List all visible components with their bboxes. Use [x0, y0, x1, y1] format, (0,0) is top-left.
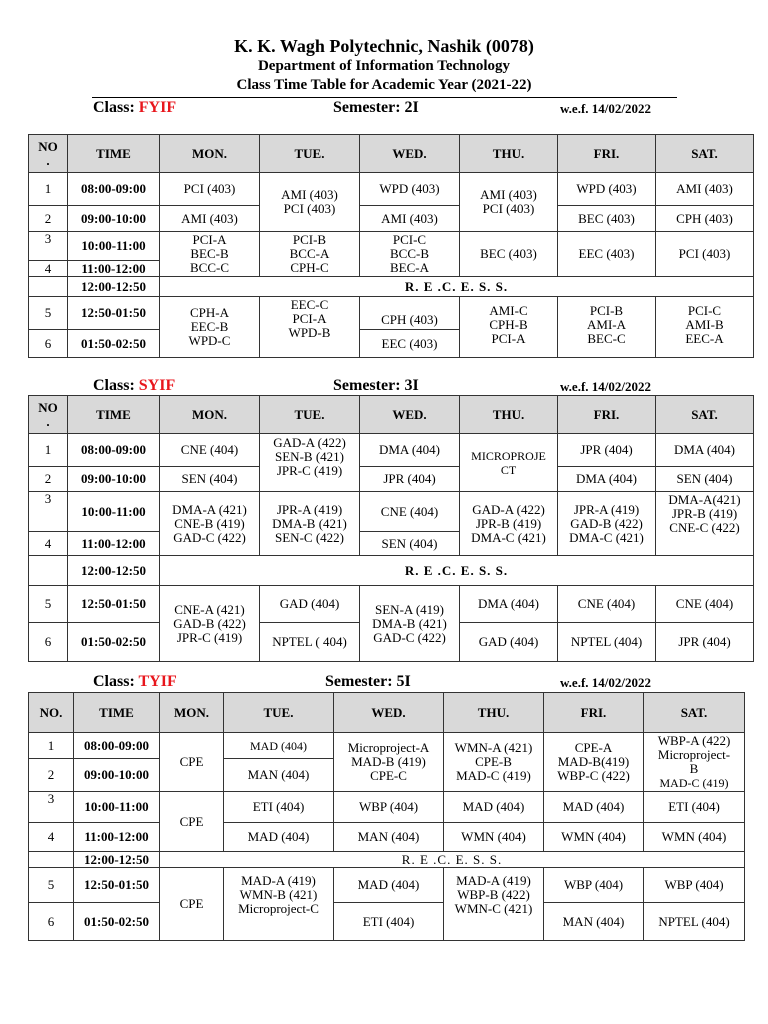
cell: WBP (404): [544, 868, 644, 903]
cell: CPH-A EEC-B WPD-C: [160, 297, 260, 358]
period-no: 3: [29, 492, 68, 532]
cell: CNE (404): [558, 586, 656, 623]
col-time: TIME: [68, 396, 160, 434]
col-mon: MON.: [160, 693, 224, 733]
period-no: 1: [29, 173, 68, 206]
period-time: 12:50-01:50: [74, 868, 160, 903]
cell: MAN (404): [334, 823, 444, 852]
period-no: 4: [29, 532, 68, 556]
col-sat: SAT.: [656, 396, 754, 434]
col-tue: TUE.: [260, 396, 360, 434]
semester-label: Semester: 5I: [325, 673, 411, 690]
period-no: 3: [29, 792, 74, 823]
cell: CPE: [160, 868, 224, 941]
cell: WBP (404): [644, 868, 745, 903]
period-time: 09:00-10:00: [74, 759, 160, 792]
cell: ETI (404): [644, 792, 745, 823]
wef-date: w.e.f. 14/02/2022: [560, 101, 651, 116]
header-rule: [92, 97, 677, 98]
recess-label: R. E .C. E. S. S.: [160, 852, 745, 868]
cell: AMI (403) PCI (403): [260, 173, 360, 232]
col-no: NO .: [29, 396, 68, 434]
col-fri: FRI.: [558, 135, 656, 173]
cell: MAD-A (419) WMN-B (421) Microproject-C: [224, 868, 334, 941]
period-time: 08:00-09:00: [68, 173, 160, 206]
timetable-title: Class Time Table for Academic Year (2021-22): [236, 77, 532, 93]
class-label-fyif: Class: FYIF: [93, 99, 177, 116]
period-time: 09:00-10:00: [68, 467, 160, 492]
period-no: 5: [29, 297, 68, 330]
cell: WPD (403): [360, 173, 460, 206]
cell: AMI (403) PCI (403): [460, 173, 558, 232]
period-time: 12:00-12:50: [74, 852, 160, 868]
period-no: 6: [29, 330, 68, 358]
period-no: 5: [29, 868, 74, 903]
cell: CNE (404): [656, 586, 754, 623]
cell: BEC (403): [460, 232, 558, 277]
cell: CPH (403): [360, 297, 460, 330]
period-time: 09:00-10:00: [68, 206, 160, 232]
period-time: 01:50-02:50: [68, 623, 160, 662]
col-thu: THU.: [460, 135, 558, 173]
period-time: 11:00-12:00: [74, 823, 160, 852]
cell: MAD (404): [224, 823, 334, 852]
col-wed: WED.: [334, 693, 444, 733]
cell: SEN (404): [360, 532, 460, 556]
period-no: 2: [29, 467, 68, 492]
period-time: 12:00-12:50: [68, 277, 160, 297]
cell: WMN (404): [444, 823, 544, 852]
cell: EEC (403): [558, 232, 656, 277]
cell: CPE: [160, 733, 224, 792]
period-no: 6: [29, 903, 74, 941]
table-row: [29, 733, 745, 759]
cell: MAD (404): [334, 868, 444, 903]
cell: MICROPROJE CT: [460, 434, 558, 492]
recess-label: R. E .C. E. S. S.: [160, 556, 754, 586]
recess-row: [29, 852, 745, 868]
class-name: TYIF: [138, 673, 177, 690]
cell: CPE: [160, 792, 224, 852]
cell: WMN (404): [544, 823, 644, 852]
cell: Microproject-A MAD-B (419) CPE-C: [334, 733, 444, 792]
period-no: 1: [29, 434, 68, 467]
wef-date: w.e.f. 14/02/2022: [560, 675, 651, 690]
cell: GAD (404): [460, 623, 558, 662]
table-row: [29, 297, 754, 330]
cell: NPTEL (404): [644, 903, 745, 941]
recess-row: [29, 277, 754, 297]
cell: CNE (404): [360, 492, 460, 532]
period-time: 01:50-02:50: [68, 330, 160, 358]
cell: JPR-A (419) DMA-B (421) SEN-C (422): [260, 492, 360, 556]
cell: DMA (404): [558, 467, 656, 492]
cell: JPR-A (419) GAD-B (422) DMA-C (421): [558, 492, 656, 556]
table-row: [29, 823, 745, 852]
cell: NPTEL ( 404): [260, 623, 360, 662]
cell: GAD (404): [260, 586, 360, 623]
cell: DMA (404): [460, 586, 558, 623]
period-no: [29, 852, 74, 868]
cell: JPR (404): [360, 467, 460, 492]
cell: PCI-B BCC-A CPH-C: [260, 232, 360, 277]
cell: AMI (403): [360, 206, 460, 232]
cell: MAD (404): [444, 792, 544, 823]
cell: PCI-C BCC-B BEC-A: [360, 232, 460, 277]
period-time: 11:00-12:00: [68, 261, 160, 277]
cell: [644, 733, 745, 792]
cell: NPTEL (404): [558, 623, 656, 662]
class-label-syif: Class: SYIF: [93, 377, 176, 394]
cell: DMA-A (421) CNE-B (419) GAD-C (422): [160, 492, 260, 556]
cell: PCI (403): [656, 232, 754, 277]
cell: SEN (404): [656, 467, 754, 492]
period-no: 6: [29, 623, 68, 662]
period-no: 5: [29, 586, 68, 623]
cell: DMA (404): [656, 434, 754, 467]
cell: DMA (404): [360, 434, 460, 467]
recess-label: R. E .C. E. S. S.: [160, 277, 754, 297]
wef-date: w.e.f. 14/02/2022: [560, 379, 651, 394]
table-row: [29, 868, 745, 903]
cell: PCI-A BEC-B BCC-C: [160, 232, 260, 277]
table-row: [29, 232, 754, 261]
table-row: [29, 492, 754, 532]
table-row: [29, 467, 754, 492]
period-no: 2: [29, 759, 74, 792]
header-row: [29, 135, 754, 173]
cell: CPH (403): [656, 206, 754, 232]
period-time: 10:00-11:00: [68, 492, 160, 532]
col-wed: WED.: [360, 396, 460, 434]
cell: WMN (404): [644, 823, 745, 852]
table-row: [29, 586, 754, 623]
cell: WMN-A (421) CPE-B MAD-C (419): [444, 733, 544, 792]
period-no: [29, 556, 68, 586]
cell: WBP (404): [334, 792, 444, 823]
class-label-tyif: Class: TYIF: [93, 673, 177, 690]
cell: MAD (404): [224, 733, 334, 759]
col-no: NO .: [29, 135, 68, 173]
cell: MAD-A (419) WBP-B (422) WMN-C (421): [444, 868, 544, 941]
table-row: [29, 434, 754, 467]
period-no: [29, 277, 68, 297]
period-no: 4: [29, 823, 74, 852]
header-row: [29, 693, 745, 733]
cell: MAN (404): [544, 903, 644, 941]
cell: SEN (404): [160, 467, 260, 492]
cell: CNE (404): [160, 434, 260, 467]
cell: MAN (404): [224, 759, 334, 792]
col-fri: FRI.: [558, 396, 656, 434]
col-mon: MON.: [160, 135, 260, 173]
cell: GAD-A (422) SEN-B (421) JPR-C (419): [260, 434, 360, 492]
class-name: FYIF: [138, 99, 177, 116]
col-tue: TUE.: [260, 135, 360, 173]
period-time: 10:00-11:00: [68, 232, 160, 261]
recess-row: [29, 556, 754, 586]
cell: AMI (403): [656, 173, 754, 206]
col-thu: THU.: [460, 396, 558, 434]
cell: GAD-A (422) JPR-B (419) DMA-C (421): [460, 492, 558, 556]
cell: SEN-A (419) DMA-B (421) GAD-C (422): [360, 586, 460, 662]
col-thu: THU.: [444, 693, 544, 733]
period-time: 08:00-09:00: [74, 733, 160, 759]
table-row: [29, 173, 754, 206]
cell: CNE-A (421) GAD-B (422) JPR-C (419): [160, 586, 260, 662]
cell: DMA-A(421) JPR-B (419) CNE-C (422): [656, 492, 754, 556]
cell: ETI (404): [224, 792, 334, 823]
cell: CPE-A MAD-B(419) WBP-C (422): [544, 733, 644, 792]
cell: PCI-C AMI-B EEC-A: [656, 297, 754, 358]
cell: AMI (403): [160, 206, 260, 232]
period-time: 01:50-02:50: [74, 903, 160, 941]
period-no: 3: [29, 232, 68, 261]
cell: WPD (403): [558, 173, 656, 206]
table-row: [29, 903, 745, 941]
cell-text: WBP-A (422) Microproject- B: [657, 733, 731, 776]
col-sat: SAT.: [644, 693, 745, 733]
table-row: [29, 792, 745, 823]
period-no: 1: [29, 733, 74, 759]
cell-text: MAD-C (419): [659, 776, 729, 790]
col-wed: WED.: [360, 135, 460, 173]
col-sat: SAT.: [656, 135, 754, 173]
timetable-syif: [28, 395, 754, 662]
cell: PCI (403): [160, 173, 260, 206]
college-name: K. K. Wagh Polytechnic, Nashik (0078): [234, 36, 534, 56]
period-no: 2: [29, 206, 68, 232]
period-time: 08:00-09:00: [68, 434, 160, 467]
cell: EEC-C PCI-A WPD-B: [260, 297, 360, 358]
period-no: 4: [29, 261, 68, 277]
cell: ETI (404): [334, 903, 444, 941]
semester-label: Semester: 3I: [333, 377, 419, 394]
timetable-fyif: [28, 134, 754, 358]
class-name: SYIF: [138, 377, 176, 394]
col-fri: FRI.: [544, 693, 644, 733]
header-row: [29, 396, 754, 434]
period-time: 12:50-01:50: [68, 586, 160, 623]
col-tue: TUE.: [224, 693, 334, 733]
cell: JPR (404): [656, 623, 754, 662]
semester-label: Semester: 2I: [333, 99, 419, 116]
cell: AMI-C CPH-B PCI-A: [460, 297, 558, 358]
cell: MAD (404): [544, 792, 644, 823]
period-time: 11:00-12:00: [68, 532, 160, 556]
cell: PCI-B AMI-A BEC-C: [558, 297, 656, 358]
cell: BEC (403): [558, 206, 656, 232]
period-time: 12:00-12:50: [68, 556, 160, 586]
cell: JPR (404): [558, 434, 656, 467]
col-mon: MON.: [160, 396, 260, 434]
col-time: TIME: [68, 135, 160, 173]
col-time: TIME: [74, 693, 160, 733]
cell: EEC (403): [360, 330, 460, 358]
table-row: [29, 206, 754, 232]
timetable-tyif: [28, 692, 745, 941]
period-time: 12:50-01:50: [68, 297, 160, 330]
department-name: Department of Information Technology: [257, 58, 511, 74]
period-time: 10:00-11:00: [74, 792, 160, 823]
col-no: NO.: [29, 693, 74, 733]
